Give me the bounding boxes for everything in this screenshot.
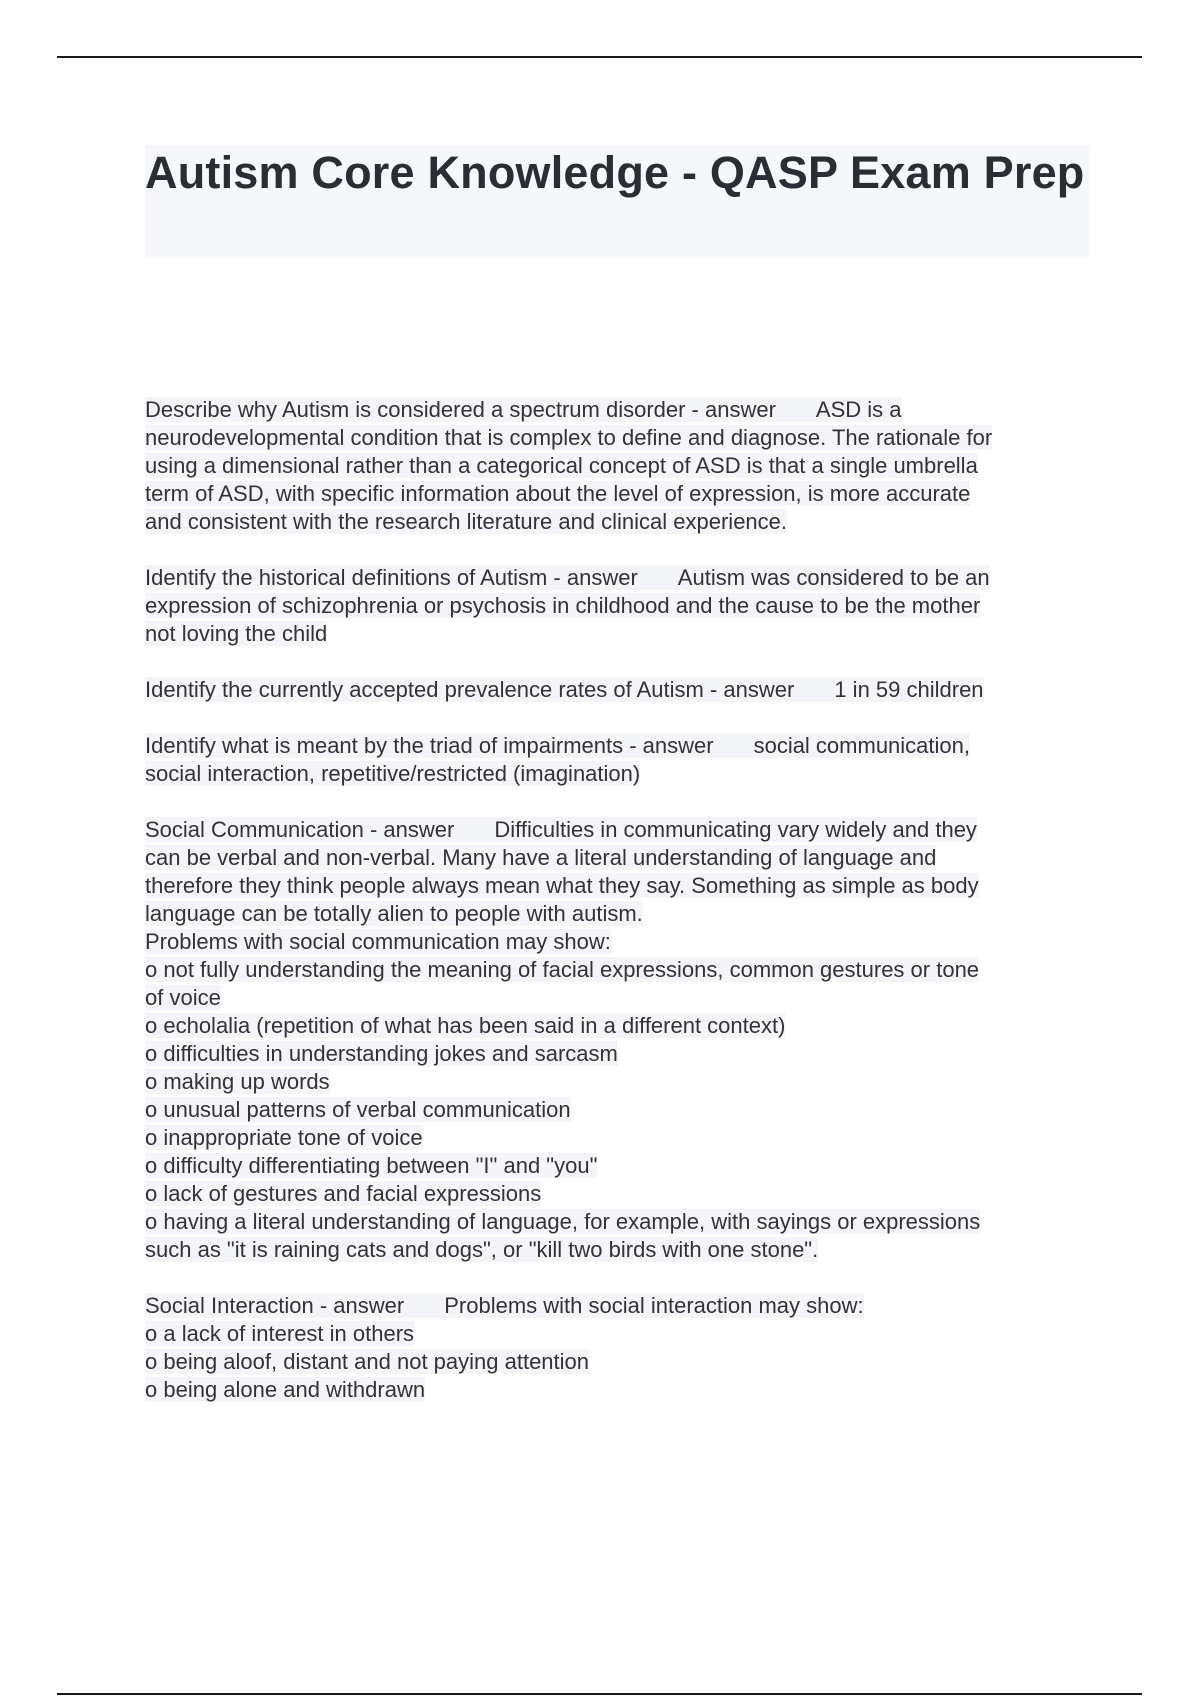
question-text: Identify what is meant by the triad of impairments - answer <box>145 733 714 758</box>
answer-line: using a dimensional rather than a categorical concept of ASD is that a single umbrella <box>145 453 978 478</box>
answer-line: therefore they think people always mean what they say. Something as simple as body <box>145 873 979 898</box>
qa-content <box>145 396 1105 1432</box>
answer-line: language can be totally alien to people with autism. <box>145 901 643 926</box>
answer-line: Autism was considered to be an <box>677 565 990 590</box>
qa-first-line <box>145 676 1105 704</box>
document-title: Autism Core Knowledge - QASP Exam Prep <box>145 147 1085 198</box>
answer-line: o making up words <box>145 1069 330 1094</box>
answer-line: o not fully understanding the meaning of facial expressions, common gestures or tone <box>145 957 980 982</box>
qa-entry <box>145 1292 1105 1404</box>
answer-line: 1 in 59 children <box>834 677 984 702</box>
answer-line: o having a literal understanding of language, for example, with sayings or expressions <box>145 1209 981 1234</box>
answer-line: Problems with social communication may show: <box>145 929 611 954</box>
answer-line: Difficulties in communicating vary widely and they <box>494 817 977 842</box>
answer-line: o being aloof, distant and not paying attention <box>145 1349 590 1374</box>
answer-line: o unusual patterns of verbal communication <box>145 1097 571 1122</box>
answer-line: of voice <box>145 985 221 1010</box>
qa-entry <box>145 396 1105 536</box>
question-text: Describe why Autism is considered a spectrum disorder - answer <box>145 397 776 422</box>
qa-entry <box>145 732 1105 788</box>
answer-line: o echolalia (repetition of what has been said in a different context) <box>145 1013 786 1038</box>
qa-entry <box>145 816 1105 1264</box>
answer-line: can be verbal and non-verbal. Many have a literal understanding of language and <box>145 845 937 870</box>
answer-line: Problems with social interaction may show: <box>444 1293 864 1318</box>
qa-first-line <box>145 396 1105 424</box>
qa-entry <box>145 564 1105 648</box>
answer-line: o lack of gestures and facial expressions <box>145 1181 542 1206</box>
answer-line: o inappropriate tone of voice <box>145 1125 423 1150</box>
question-text: Social Interaction - answer <box>145 1293 405 1318</box>
title-block <box>145 145 1090 257</box>
question-text: Identify the historical definitions of Autism - answer <box>145 565 638 590</box>
top-rule <box>57 56 1142 58</box>
question-text: Identify the currently accepted prevalence rates of Autism - answer <box>145 677 795 702</box>
answer-line: o difficulty differentiating between "I" and "you" <box>145 1153 598 1178</box>
answer-line: social communication, <box>753 733 971 758</box>
answer-line: o being alone and withdrawn <box>145 1377 426 1402</box>
answer-line: expression of schizophrenia or psychosis in childhood and the cause to be the mother <box>145 593 981 618</box>
answer-line: o a lack of interest in others <box>145 1321 415 1346</box>
qa-first-line <box>145 1292 1105 1320</box>
bottom-rule <box>57 1693 1142 1695</box>
answer-line: and consistent with the research literature and clinical experience. <box>145 509 788 534</box>
answer-line: social interaction, repetitive/restricted (imagination) <box>145 761 641 786</box>
question-text: Social Communication - answer <box>145 817 455 842</box>
answer-line: neurodevelopmental condition that is complex to define and diagnose. The rationale for <box>145 425 993 450</box>
answer-line: o difficulties in understanding jokes and sarcasm <box>145 1041 618 1066</box>
qa-first-line <box>145 816 1105 844</box>
answer-line: not loving the child <box>145 621 328 646</box>
answer-line: such as "it is raining cats and dogs", or "kill two birds with one stone". <box>145 1237 819 1262</box>
answer-line: ASD is a <box>815 397 902 422</box>
qa-first-line <box>145 564 1105 592</box>
qa-entry <box>145 676 1105 704</box>
answer-line: term of ASD, with specific information about the level of expression, is more accurate <box>145 481 971 506</box>
qa-first-line <box>145 732 1105 760</box>
